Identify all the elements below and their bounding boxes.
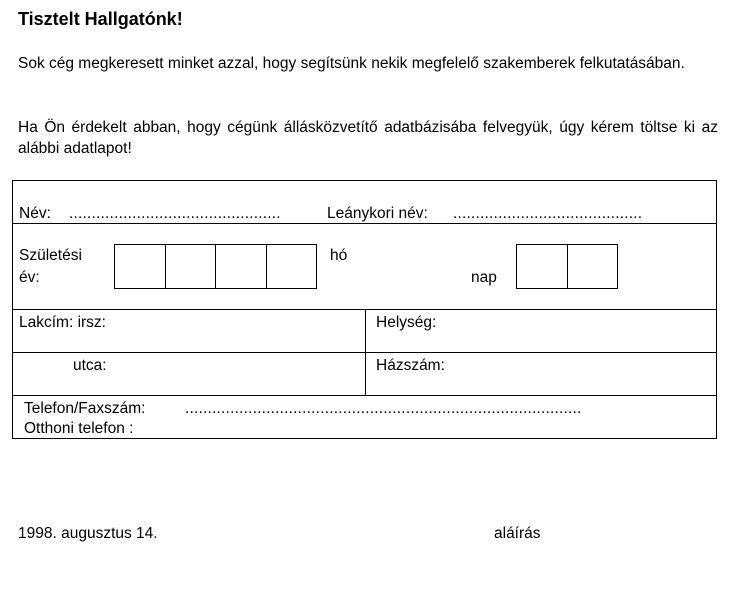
birth-year-boxes[interactable]	[114, 244, 317, 289]
home-phone-label: Otthoni telefon :	[24, 420, 134, 437]
city-label: Helység:	[376, 314, 437, 331]
house-number-label: Házszám:	[376, 357, 445, 374]
birth-day-label: nap	[471, 269, 497, 286]
maiden-name-field[interactable]: ..........................................	[453, 205, 643, 222]
form-divider	[13, 223, 716, 224]
birth-month-label: hó	[330, 247, 348, 264]
digit-box[interactable]	[115, 245, 166, 288]
digit-box[interactable]	[267, 245, 317, 288]
digit-box[interactable]	[517, 245, 568, 288]
address-label: Lakcím: irsz:	[19, 314, 106, 331]
digit-box[interactable]	[166, 245, 217, 288]
name-label: Név:	[19, 205, 51, 222]
phone-field[interactable]: ........................................................................................	[185, 400, 582, 417]
street-label: utca:	[73, 357, 107, 374]
birth-label: Születési	[19, 247, 82, 264]
digit-box[interactable]	[568, 245, 618, 288]
form-divider	[365, 309, 366, 395]
intro-paragraph: Sok cég megkeresett minket azzal, hogy segítsünk nekik megfelelő szakemberek felkutatásában.	[18, 55, 685, 72]
page-title: Tisztelt Hallgatónk!	[18, 9, 183, 29]
birth-year-label: év:	[19, 269, 40, 286]
signature-label: aláírás	[494, 525, 541, 542]
maiden-name-label: Leánykori név:	[327, 205, 428, 222]
instruction-paragraph: Ha Ön érdekelt abban, hogy cégünk állásközvetítő adatbázisába felvegyük, úgy kérem töltse ki az alábbi adatlapot!	[18, 119, 718, 157]
date-text: 1998. augusztus 14.	[18, 525, 158, 542]
data-form	[12, 180, 717, 439]
digit-box[interactable]	[216, 245, 267, 288]
birth-day-boxes[interactable]	[516, 244, 618, 289]
form-divider	[13, 395, 716, 396]
name-field[interactable]: ...............................................	[69, 205, 281, 222]
phone-label: Telefon/Faxszám:	[24, 400, 146, 417]
